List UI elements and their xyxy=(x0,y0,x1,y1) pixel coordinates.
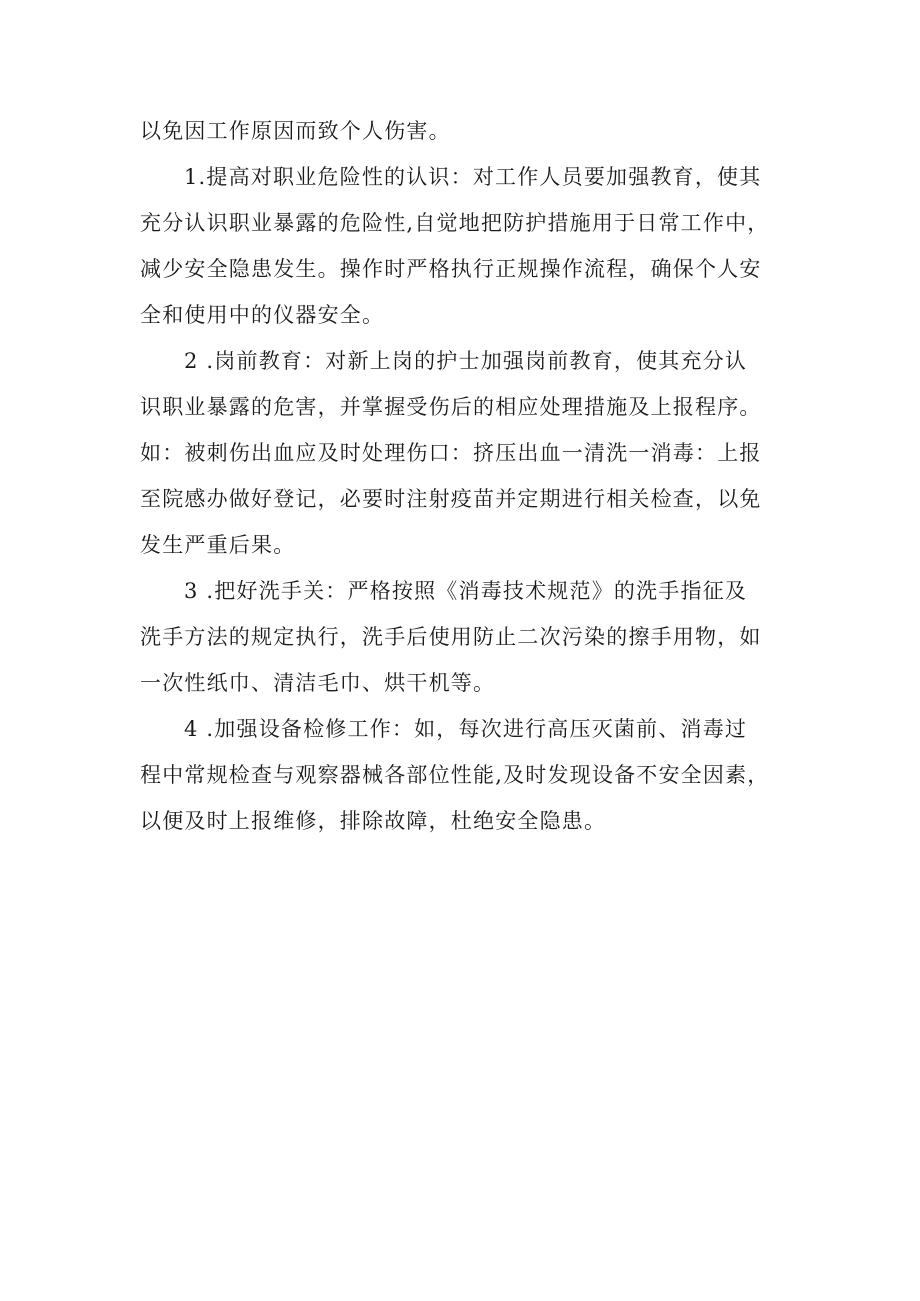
text-line: 洗手方法的规定执行，洗手后使用防止二次污染的擦手用物，如 xyxy=(140,625,762,649)
text-line: 减少安全隐患发生。操作时严格执行正规操作流程，确保个人安 xyxy=(140,257,762,281)
text-line: 4 .加强设备检修工作：如，每次进行高压灭菌前、消毒过 xyxy=(184,717,748,741)
paragraph-item-4 xyxy=(140,706,785,844)
document-body xyxy=(140,108,785,844)
text-line: 3 .把好洗手关：严格按照《消毒技术规范》的洗手指征及 xyxy=(184,579,748,603)
text-line: 识职业暴露的危害，并掌握受伤后的相应处理措施及上报程序。 xyxy=(140,395,762,419)
paragraph-item-2 xyxy=(140,338,785,568)
text-line: 充分认识职业暴露的危险性,自觉地把防护措施用于日常工作中， xyxy=(140,211,770,235)
text-line: 发生严重后果。 xyxy=(140,533,296,557)
text-line: 以便及时上报维修，排除故障，杜绝安全隐患。 xyxy=(140,809,607,833)
text-line: 程中常规检查与观察器械各部位性能,及时发现设备不安全因素， xyxy=(140,763,770,787)
text-line: 以免因工作原因而致个人伤害。 xyxy=(140,119,451,143)
text-line: 至院感办做好登记，必要时注射疫苗并定期进行相关检查，以免 xyxy=(140,487,762,511)
paragraph-item-1 xyxy=(140,154,785,338)
text-line: 1.提高对职业危险性的认识：对工作人员要加强教育，使其 xyxy=(184,165,762,189)
text-line: 一次性纸巾、清洁毛巾、烘干机等。 xyxy=(140,671,496,695)
text-line: 如：被刺伤出血应及时处理伤口：挤压出血一清洗一消毒：上报 xyxy=(140,441,762,465)
text-line: 全和使用中的仪器安全。 xyxy=(140,303,385,327)
paragraph-continuation xyxy=(140,108,785,154)
text-line: 2 .岗前教育：对新上岗的护士加强岗前教育，使其充分认 xyxy=(184,349,748,373)
paragraph-item-3 xyxy=(140,568,785,706)
